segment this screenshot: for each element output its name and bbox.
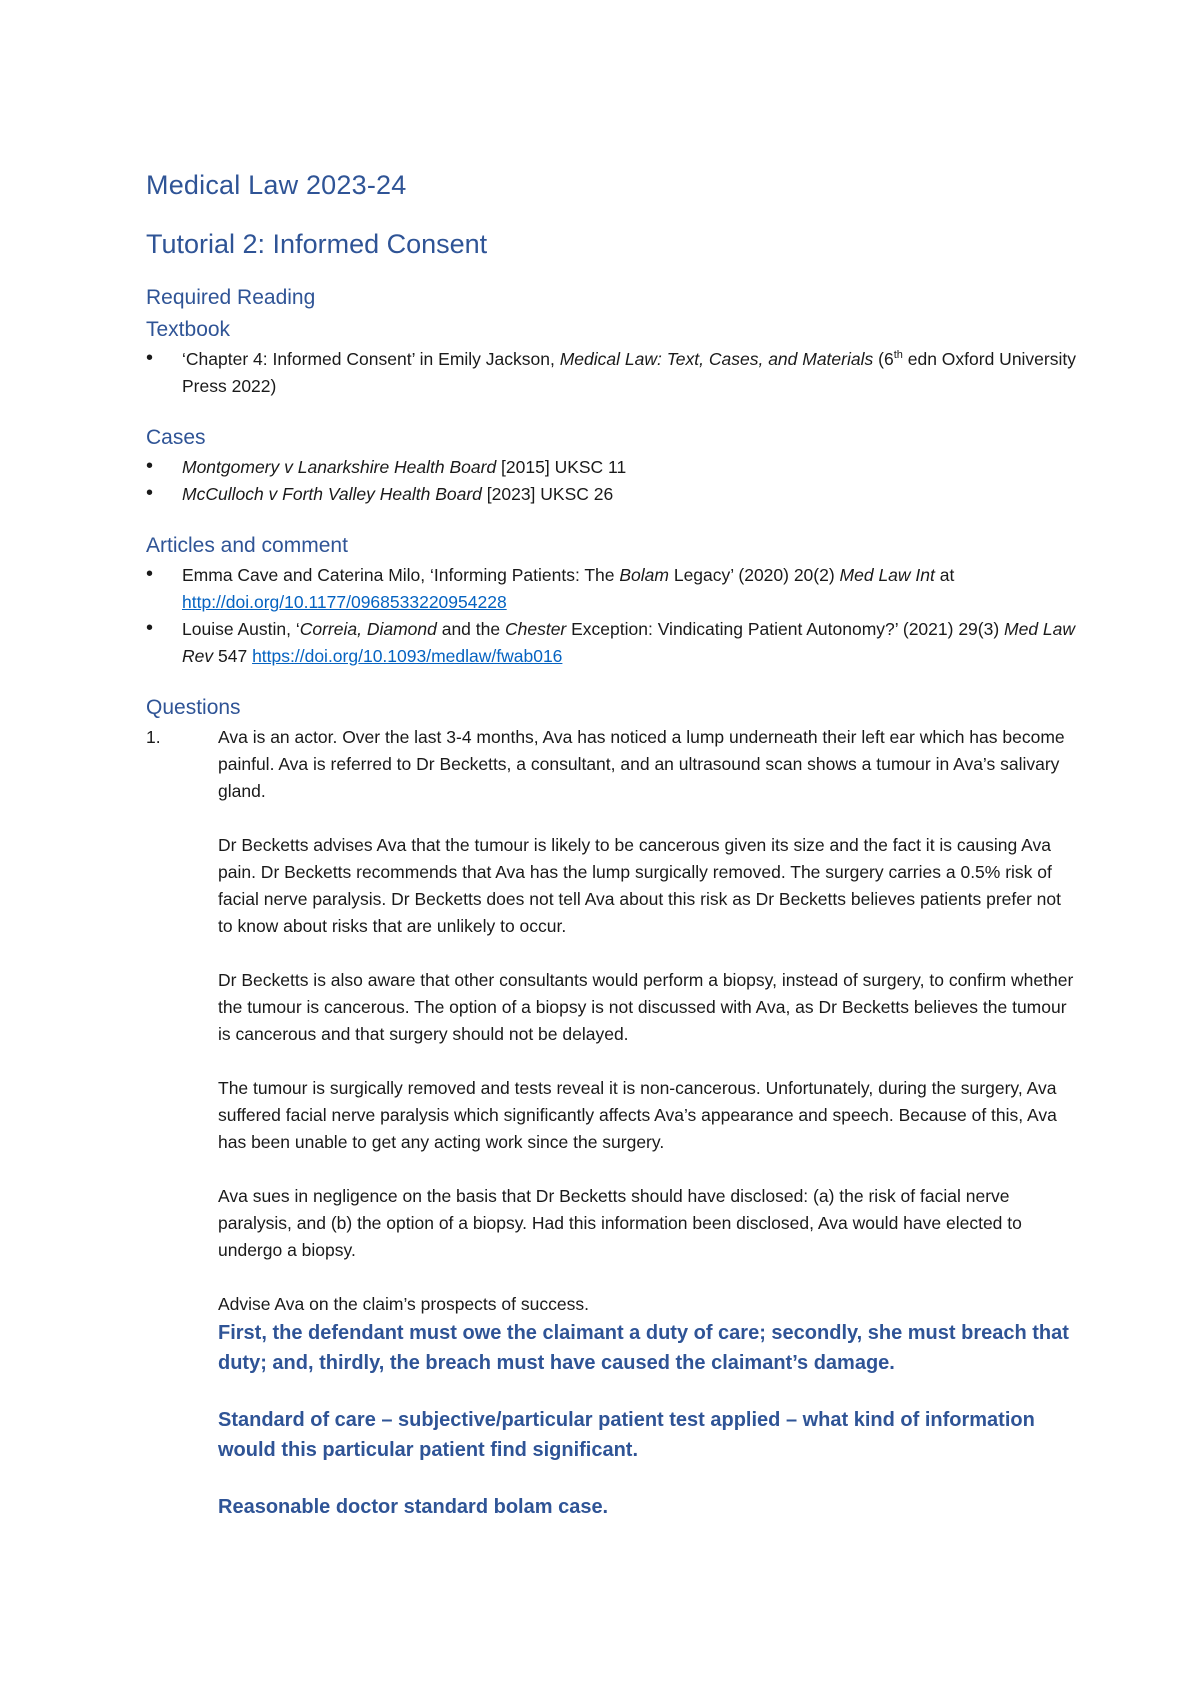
answer-note: Reasonable doctor standard bolam case. [218, 1496, 609, 1518]
articles-heading: Articles and comment [146, 534, 348, 557]
textbook-edition: (6 [873, 349, 894, 369]
case-citation: [2015] UKSC 11 [496, 457, 627, 477]
question-paragraph: Dr Becketts advises Ava that the tumour is likely to be cancerous given its size and the fact it is causing Ava pain. Dr Becketts recommends that Ava has the lump surgically removed. The surgery carries a 0.5% risk of facial nerve paralysis. Dr Becketts does not tell Ava about this risk as Dr Becketts believes patients prefer not to know about risks that are unlikely to occur. [218, 835, 1061, 936]
case-name: Montgomery v Lanarkshire Health Board [182, 457, 497, 477]
question-paragraph: The tumour is surgically removed and tests reveal it is non-cancerous. Unfortunately, during the surgery, Ava suffered facial nerve paralysis which significantly affects Ava’s appearance and speech. Because of this, Ava has been unable to get any acting work since the surgery. [218, 1078, 1057, 1152]
question-prompt: Advise Ava on the claim’s prospects of success. [218, 1294, 589, 1314]
textbook-edition-suffix: th [893, 349, 903, 362]
article-text: and the [436, 619, 505, 639]
textbook-book-title: Medical Law: Text, Cases, and Materials [559, 349, 874, 369]
question-item [146, 724, 1076, 1522]
article-text: at [934, 565, 955, 585]
textbook-item [146, 346, 1076, 400]
answer-note: First, the defendant must owe the claimant a duty of care; secondly, she must breach that duty; and, thirdly, the breach must have caused the claimant’s damage. [218, 1322, 1069, 1374]
question-paragraph: Ava is an actor. Over the last 3-4 months, Ava has noticed a lump underneath their left ear which has become painful. Ava is referred to Dr Becketts, a consultant, and an ultrasound scan shows a tumour in Ava’s salivary gland. [218, 727, 1065, 801]
textbook-list [146, 346, 1076, 400]
article-text: Legacy’ (2020) 20(2) [668, 565, 840, 585]
question-paragraph: Dr Becketts is also aware that other consultants would perform a biopsy, instead of surgery, to confirm whether the tumour is cancerous. The option of a biopsy is not discussed with Ava, as Dr Becketts believes the tumour is cancerous and that surgery should not be delayed. [218, 970, 1074, 1044]
document-title: Medical Law 2023-24 [146, 170, 407, 200]
articles-list [146, 562, 1076, 670]
required-reading-heading: Required Reading [146, 286, 316, 309]
article-text: 547 [213, 646, 253, 666]
article-doi-link[interactable]: http://doi.org/10.1177/0968533220954228 [182, 592, 507, 612]
article-text: Louise Austin, ‘ [182, 619, 300, 639]
article-item [146, 562, 1076, 616]
article-journal: Med Law Int [839, 565, 935, 585]
article-doi-link[interactable]: https://doi.org/10.1093/medlaw/fwab016 [252, 646, 563, 666]
textbook-publisher: edn Oxford University Press 2022) [182, 349, 1076, 396]
article-text: Exception: Vindicating Patient Autonomy?’ (2021) 29(3) [566, 619, 1005, 639]
article-italic: Bolam [619, 565, 669, 585]
textbook-item-text: ‘Chapter 4: Informed Consent’ in Emily Jackson, [182, 349, 560, 369]
tutorial-title: Tutorial 2: Informed Consent [146, 229, 488, 259]
question-paragraph: Ava sues in negligence on the basis that Dr Becketts should have disclosed: (a) the risk of facial nerve paralysis, and (b) the option of a biopsy. Had this information been disclosed, Ava would have elected to undergo a biopsy. [218, 1186, 1022, 1260]
case-name: McCulloch v Forth Valley Health Board [182, 484, 482, 504]
article-italic: Chester [504, 619, 567, 639]
questions-heading: Questions [146, 696, 241, 719]
article-italic: Correia, Diamond [299, 619, 437, 639]
case-item [146, 454, 1076, 481]
article-item [146, 616, 1076, 670]
case-citation: [2023] UKSC 26 [481, 484, 614, 504]
cases-heading: Cases [146, 426, 206, 449]
document-body [146, 170, 1076, 1549]
answer-note: Standard of care – subjective/particular patient test applied – what kind of information would this particular patient find significant. [218, 1409, 1035, 1461]
article-text: Emma Cave and Caterina Milo, ‘Informing Patients: The [182, 565, 620, 585]
article-journal: Med Law Rev [182, 619, 1076, 666]
question-number: 1. [146, 727, 161, 747]
cases-list [146, 454, 1076, 508]
textbook-heading: Textbook [146, 318, 231, 341]
case-item [146, 481, 1076, 508]
